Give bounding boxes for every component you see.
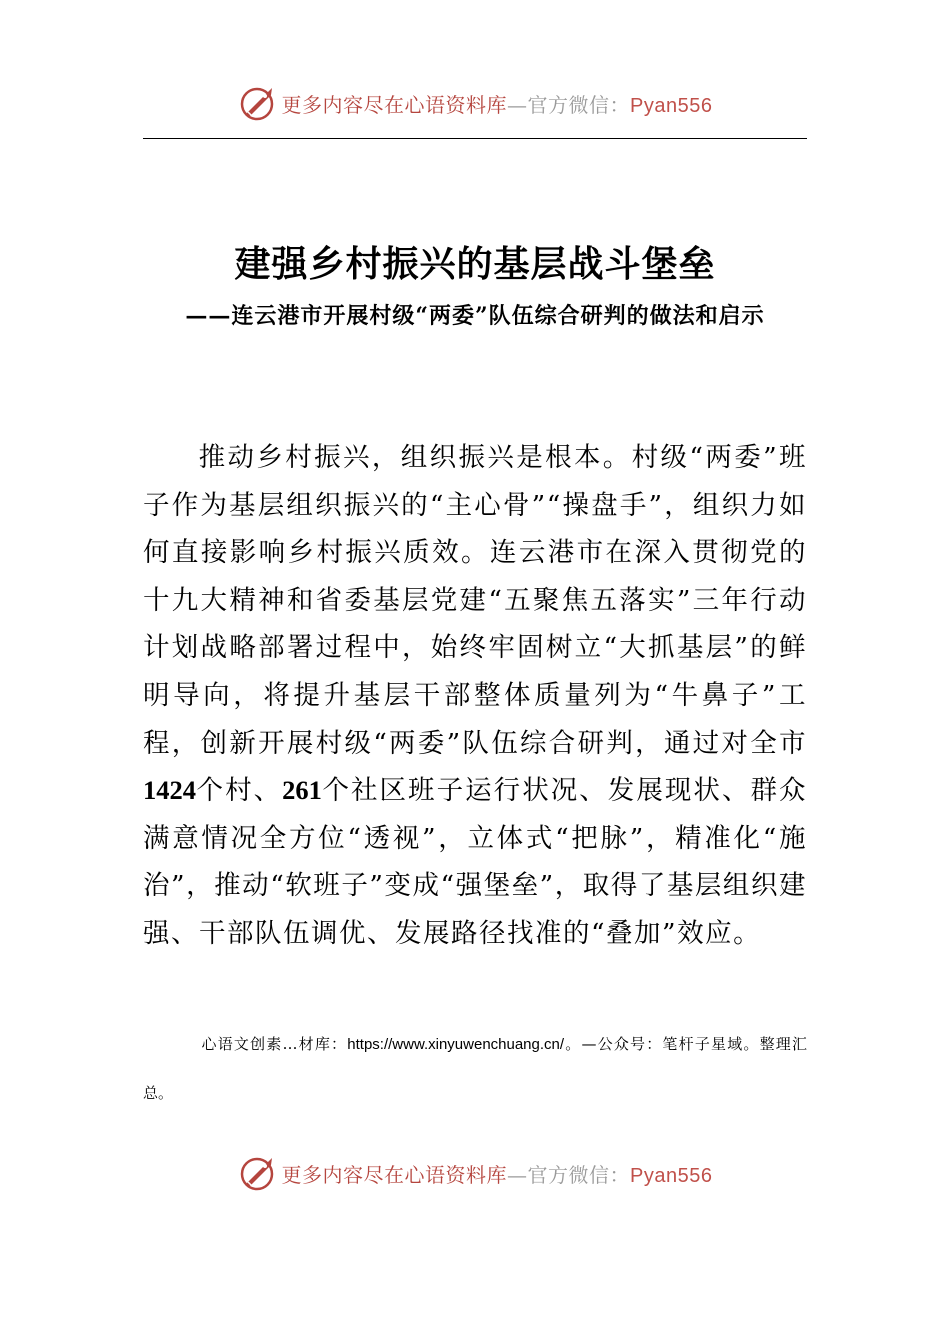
source-prefix: 心语文创素…材库：: [201, 1035, 348, 1053]
banner-wechat-id: Pyan556: [630, 1164, 713, 1187]
footer-banner: [0, 1148, 950, 1198]
body-number-villages: 1424: [143, 775, 196, 806]
header-divider: [143, 138, 807, 139]
body-text-part3: 个社区班子运行状况、发展现状、群众满意情况全方位“透视”，立体式“把脉”，精准化“施治”，推动“软班子”变成“强堡垒”，取得了基层组织建强、干部队伍调优、发展路径找准的“叠加”效应。: [143, 775, 808, 949]
banner-wechat-id: Pyan556: [630, 94, 713, 117]
article-title: 建强乡村振兴的基层战斗堡垒: [234, 243, 716, 285]
banner-wechat-label: —官方微信：: [507, 92, 631, 117]
source-suffix: 。—公众号：笔杆子星域。整理汇总。: [143, 1035, 807, 1102]
banner-main-text: 更多内容尽在心语资料库: [281, 92, 508, 117]
pen-logo-icon: [238, 1153, 278, 1193]
banner-wechat-label: —官方微信：: [507, 1162, 631, 1187]
body-number-communities: 261: [282, 775, 322, 806]
article-subtitle: ——连云港市开展村级“两委”队伍综合研判的做法和启示: [185, 303, 765, 329]
banner-text: [282, 1159, 713, 1188]
pen-logo-icon: [238, 83, 278, 123]
header-banner: [0, 78, 950, 128]
body-text-part2: 个村、: [196, 775, 283, 807]
source-url[interactable]: https://www.xinyuwenchuang.cn/: [347, 1036, 565, 1053]
source-note: [143, 1020, 807, 1117]
body-text-part1: 推动乡村振兴，组织振兴是根本。村级“两委”班子作为基层组织振兴的“主心骨”“操盘手”，组织力如何直接影响乡村振兴质效。连云港市在深入贯彻党的十九大精神和省委基层党建“五聚焦五落实”三年行动计划战略部署过程中，始终牢固树立“大抓基层”的鲜明导向，将提升基层干部整体质量列为“牛鼻子”工程，创新开展村级“两委”队伍综合研判，通过对全市: [143, 442, 807, 759]
banner-text: [282, 89, 713, 118]
banner-main-text: 更多内容尽在心语资料库: [281, 1162, 508, 1187]
article-body: [143, 434, 807, 958]
